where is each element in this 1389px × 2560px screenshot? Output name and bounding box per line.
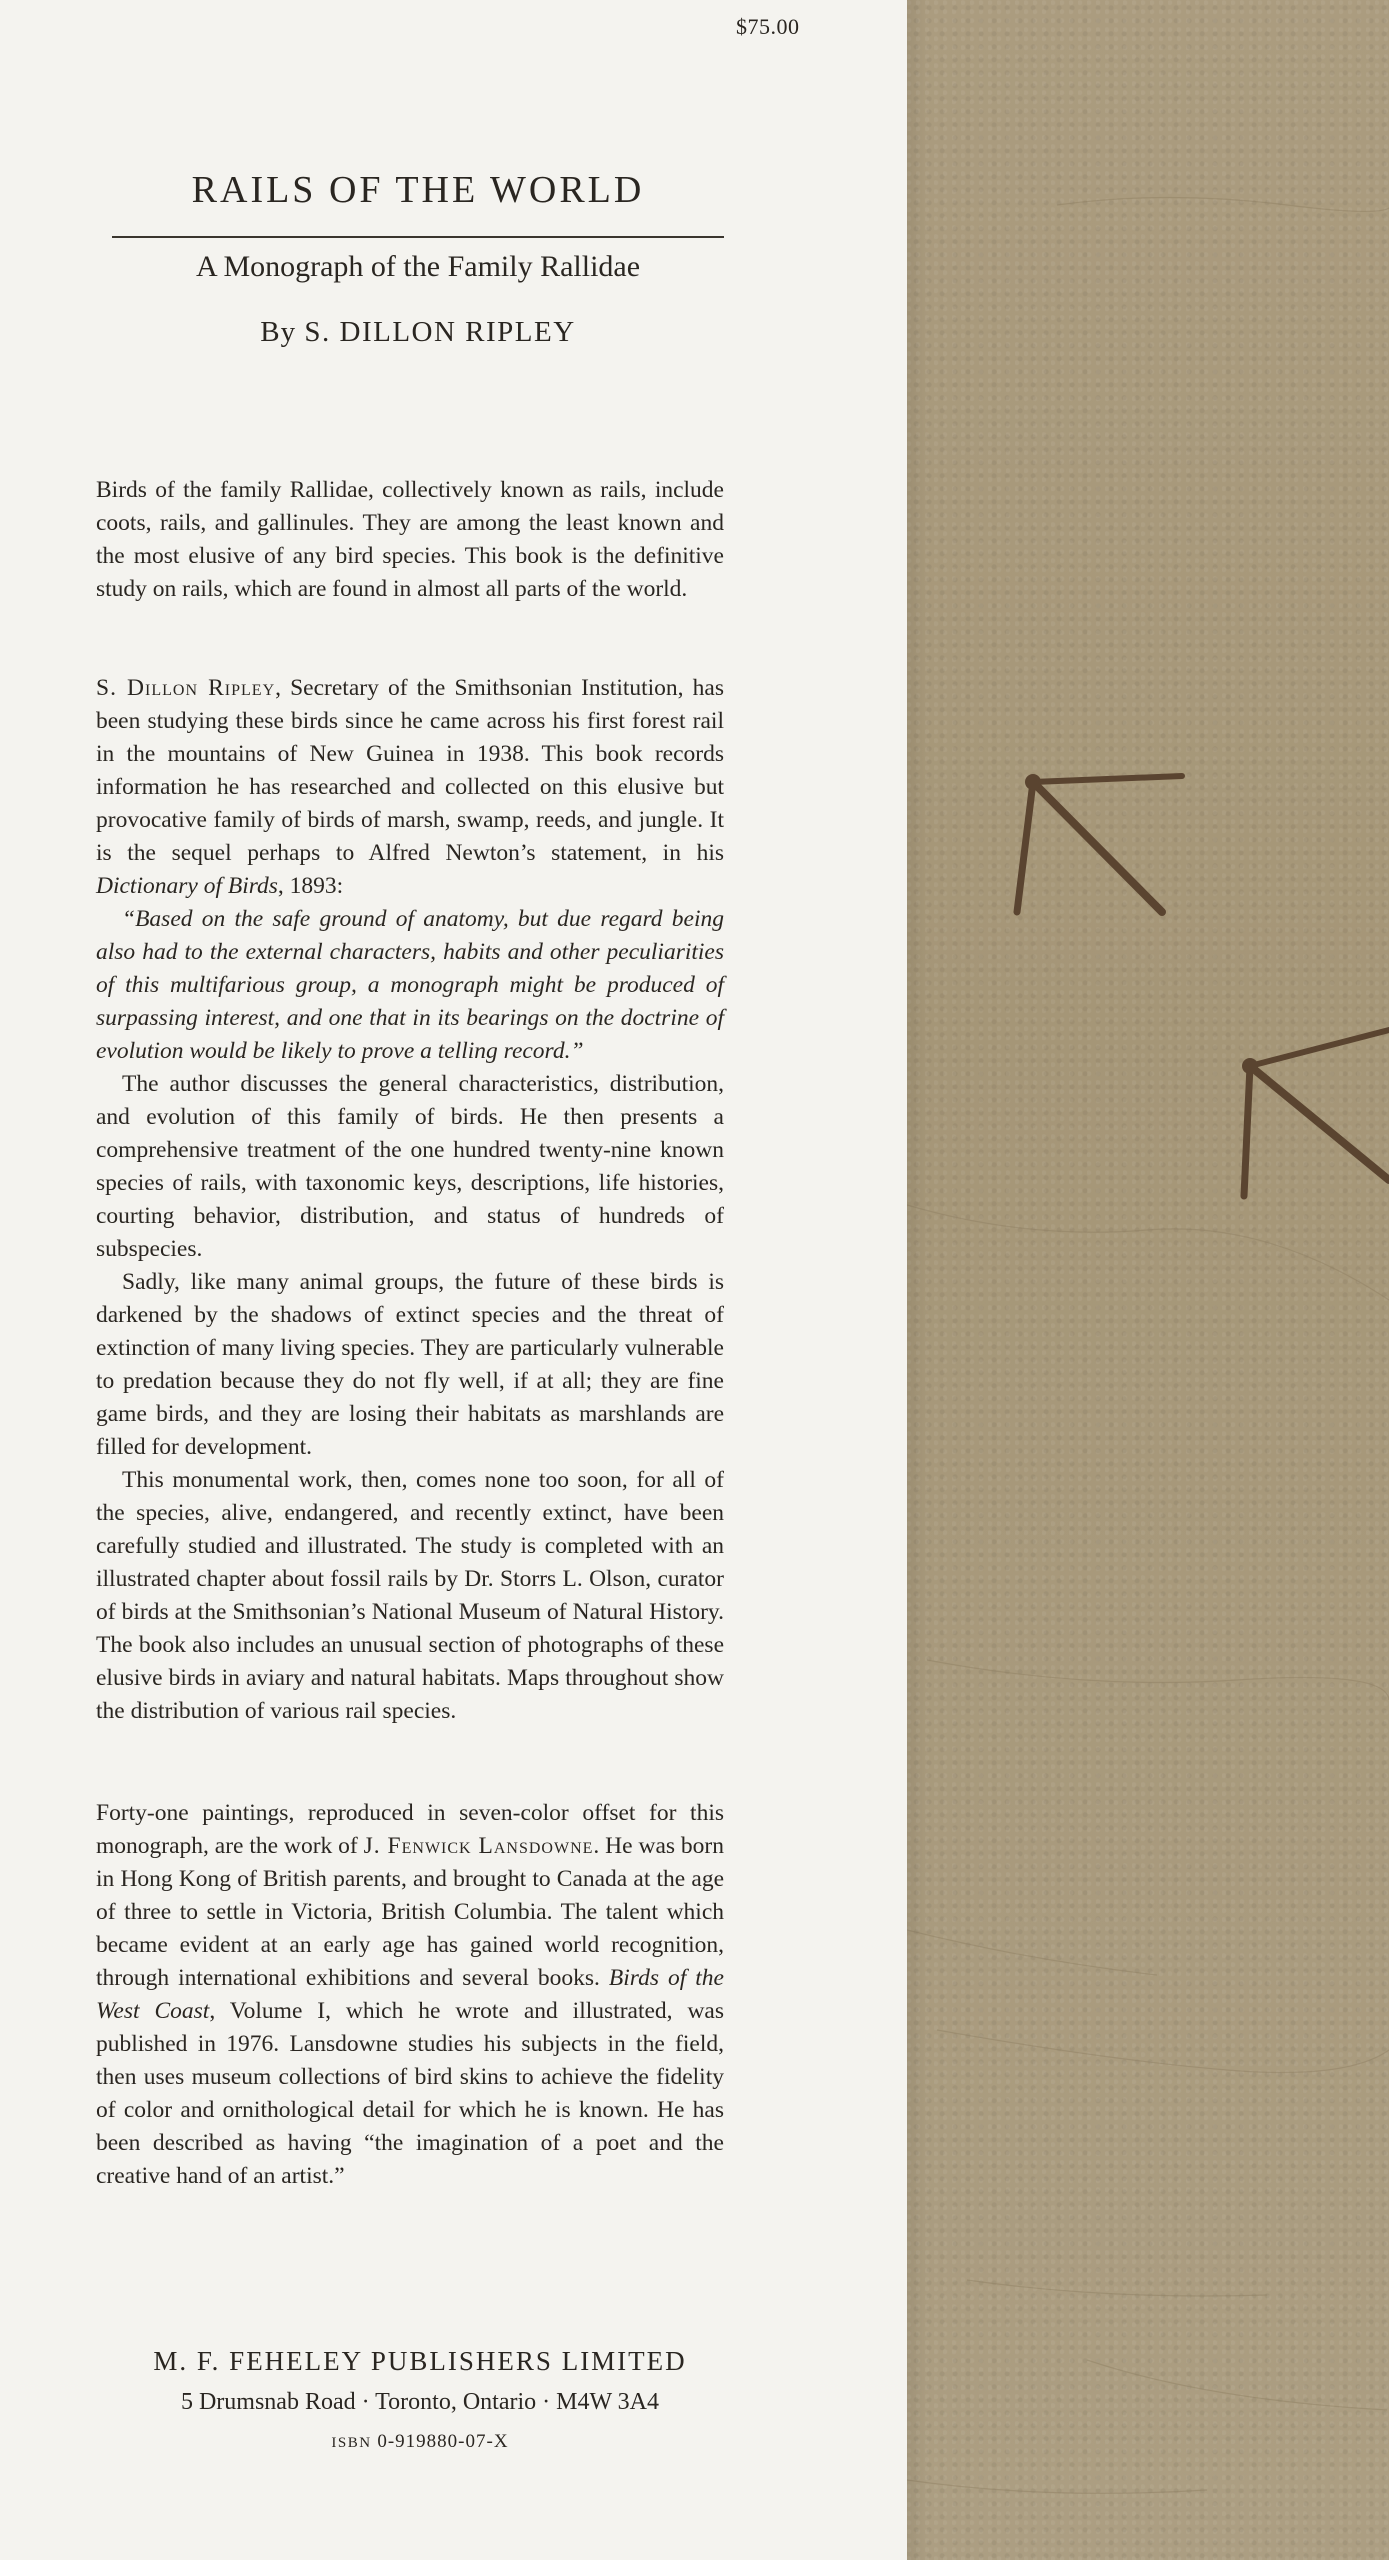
- publisher-name: M. F. FEHELEY PUBLISHERS LIMITED: [153, 2346, 687, 2376]
- artist-bio-ending: , Volume I, which he wrote and illustrated, was published in 1976. Lansdowne studies his subjects in the field, then uses museum collections of bird skins to achieve the fidelity of color and ornithological detail for which he is known. He has been described as having “the imagination of a poet and the creative hand of an artist.”: [96, 1998, 725, 2189]
- author-paragraph: [96, 672, 724, 903]
- bird-footprint-icon: [1242, 1030, 1389, 1196]
- book-title: RAILS OF THE WORLD: [191, 169, 645, 211]
- author-section: [96, 672, 724, 1728]
- newton-work-title: Dictionary of Birds: [96, 873, 278, 899]
- kraft-paper-panel: [907, 0, 1389, 2560]
- isbn-number: 0-919880-07-X: [377, 2431, 509, 2452]
- isbn-label: ISBN: [331, 2435, 372, 2451]
- book-subtitle: A Monograph of the Family Rallidae: [195, 250, 641, 283]
- artist-name: J. Fenwick Lansdowne: [363, 1833, 594, 1859]
- publisher-address: 5 Drumsnab Road · Toronto, Ontario · M4W 3A4: [180, 2389, 660, 2415]
- artist-bio-text: . He was born in Hong Kong of British parents, and brought to Canada at the age of three to settle in Victoria, British Columbia. The talent which became evident at an early age has gained world recognition, through international exhibitions and several books.: [96, 1833, 724, 1991]
- bird-footprint-icon: [1017, 774, 1182, 912]
- paper-fibers: [907, 198, 1389, 2494]
- author-bio-text: , Secretary of the Smithsonian Institution, has been studying these birds since he came across his first forest rail in the mountains of New Guinea in 1938. This book records information he has researched and collected on this elusive but provocative family of birds of marsh, swamp, reeds, and jungle. It is the sequel perhaps to Alfred Newton’s statement, in his: [96, 675, 724, 866]
- isbn-line: [100, 2431, 740, 2453]
- author-bio-year: , 1893:: [277, 873, 344, 899]
- artist-paragraph: [96, 1797, 724, 2193]
- intro-paragraph: [96, 474, 724, 606]
- author-name: S. Dillon Ripley: [96, 675, 276, 701]
- panel-edge-shadow: [907, 0, 929, 2560]
- bird-track-illustration: [907, 0, 1389, 2560]
- author-discusses-paragraph: The author discusses the general characteristics, distribution, and evolution of this family of birds. He then presents a comprehensive treatment of the one hundred twenty-nine known species of rails, with taxonomic keys, descriptions, life histories, courting behavior, distribution, and status of hundreds of subspecies.: [96, 1071, 724, 1262]
- byline-author-name: S. DILLON RIPLEY: [304, 316, 576, 348]
- newton-quote: “Based on the safe ground of anatomy, but due regard being also had to the external characters, habits and other peculiarities of this multifarious group, a monograph might be produced of surpassing interest, and one that in its bearings on the doctrine of evolution would be likely to prove a telling record.”: [96, 906, 724, 1064]
- extinction-paragraph: Sadly, like many animal groups, the future of these birds is darkened by the shadows of extinct species and the threat of extinction of many living species. They are particularly vulnerable to predation because they do not fly well, if at all; they are fine game birds, and they are losing their habitats as marshlands are filled for development.: [96, 1269, 724, 1460]
- monumental-work-paragraph: This monumental work, then, comes none too soon, for all of the species, alive, endangered, and recently extinct, have been carefully studied and illustrated. The study is completed with an illustrated chapter about fossil rails by Dr. Storrs L. Olson, curator of birds at the Smithsonian’s National Museum of Natural History. The book also includes an unusual section of photographs of these elusive birds in aviary and natural habitats. Maps throughout show the distribution of various rail species.: [96, 1467, 724, 1724]
- intro-text: Birds of the family Rallidae, collectively known as rails, include coots, rails, and gallinules. They are among the least known and the most elusive of any bird species. This book is the definitive study on rails, which are found in almost all parts of the world.: [96, 477, 724, 602]
- author-byline: [112, 316, 724, 349]
- byline-prefix: By: [260, 316, 297, 348]
- artist-book-title: Birds of the West Coast: [96, 1965, 724, 2024]
- artist-section: [96, 1797, 724, 2193]
- price-label: $75.00: [736, 14, 800, 39]
- title-divider: [112, 236, 724, 238]
- artist-text-intro: Forty-one paintings, reproduced in seven-color offset for this monograph, are the work of: [96, 1800, 724, 1859]
